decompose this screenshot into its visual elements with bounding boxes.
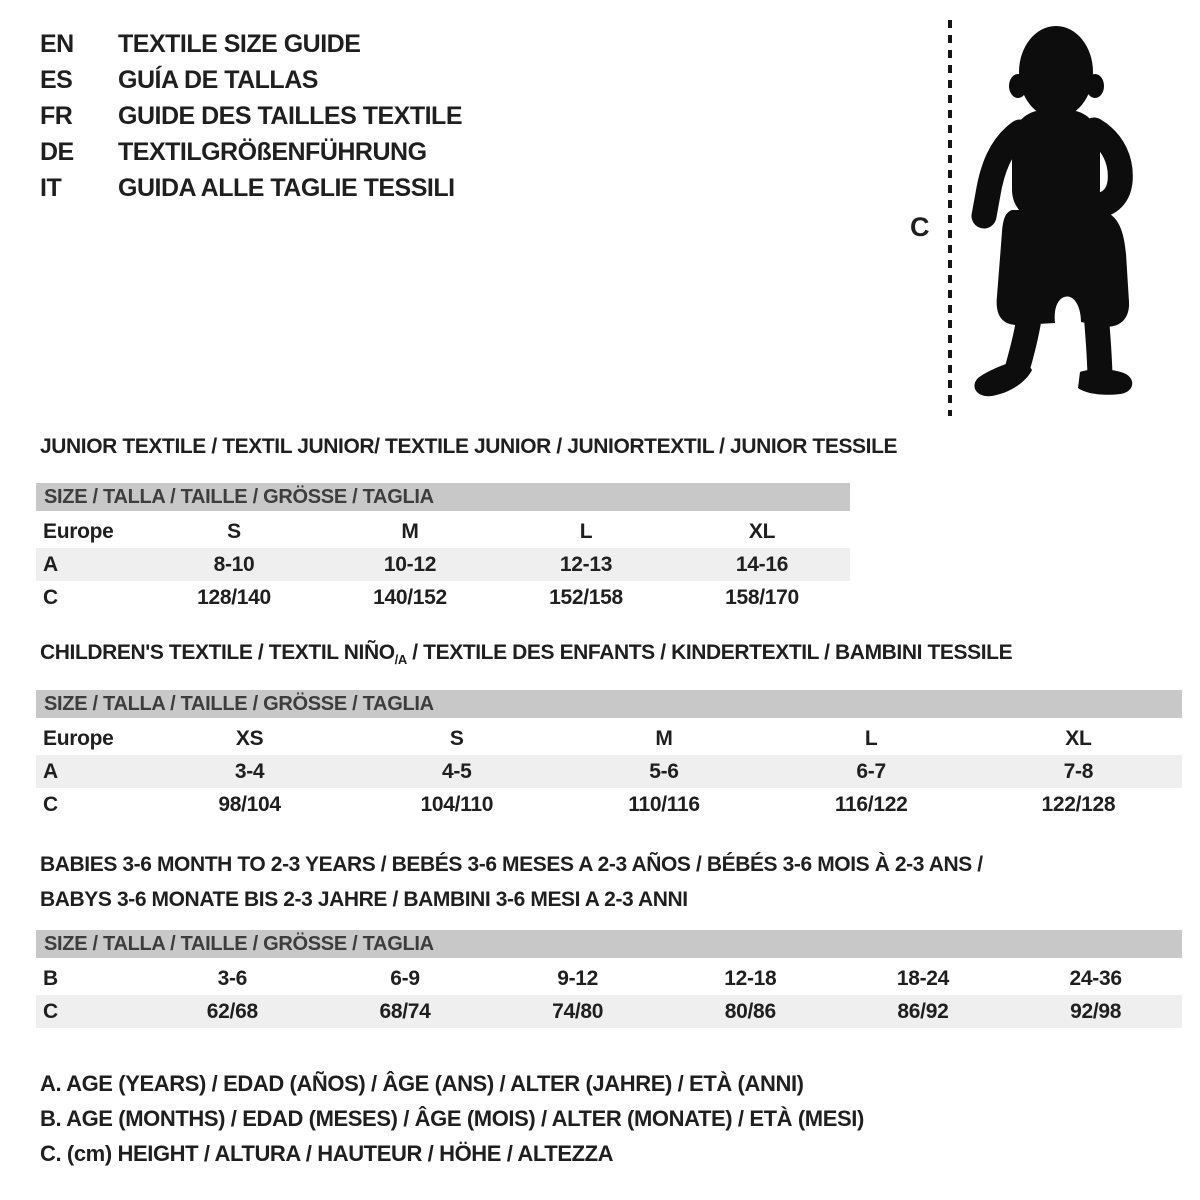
size-value: 122/128 — [1041, 792, 1116, 816]
babies-title-line1: BABIES 3-6 MONTH TO 2-3 YEARS / BEBÉS 3-6 MESES A 2-3 AÑOS / BÉBÉS 3-6 MOIS À 2-3 ANS / — [40, 853, 983, 876]
table-size-header: SIZE / TALLA / TAILLE / GRÖSSE / TAGLIA — [36, 690, 1182, 718]
row-label: C — [43, 792, 58, 816]
size-value: 3-6 — [217, 966, 248, 990]
children-title-post: / TEXTILE DES ENFANTS / KINDERTEXTIL / BAMBINI TESSILE — [406, 641, 1013, 664]
language-label: TEXTILGRÖßENFÜHRUNG — [118, 137, 427, 166]
row-label: B — [43, 966, 58, 990]
row-label: Europe — [43, 726, 114, 750]
junior-section-title: JUNIOR TEXTILE / TEXTIL JUNIOR/ TEXTILE JUNIOR / JUNIORTEXTIL / JUNIOR TESSILE — [40, 435, 898, 458]
size-value: M — [401, 519, 419, 543]
size-value: 8-10 — [213, 552, 255, 576]
babies-section-title — [40, 847, 983, 917]
size-value: XL — [1065, 726, 1092, 750]
size-value: 18-24 — [896, 966, 950, 990]
size-value: 104/110 — [420, 792, 494, 816]
size-value: 62/68 — [206, 999, 258, 1023]
language-code: ES — [40, 65, 73, 94]
size-value: 152/158 — [549, 585, 623, 609]
legend-note-c: C. (cm) HEIGHT / ALTURA / HAUTEUR / HÖHE / ALTEZZA — [40, 1141, 614, 1166]
language-row — [40, 170, 462, 206]
table-row — [36, 788, 1182, 821]
junior-size-table — [36, 483, 850, 614]
size-value: 86/92 — [897, 999, 949, 1023]
size-value: S — [449, 726, 464, 750]
language-label: GUÍA DE TALLAS — [118, 65, 318, 94]
legend-note-b: B. AGE (MONTHS) / EDAD (MESES) / ÂGE (MOIS) / ALTER (MONATE) / ETÀ (MESI) — [40, 1106, 864, 1131]
children-title-pre: CHILDREN'S TEXTILE / TEXTIL NIÑO — [40, 641, 395, 664]
children-size-table — [36, 690, 1182, 821]
language-code: IT — [40, 173, 62, 202]
legend-note-a: A. AGE (YEARS) / EDAD (AÑOS) / ÂGE (ANS) / ALTER (JAHRE) / ETÀ (ANNI) — [40, 1071, 804, 1096]
size-value: 92/98 — [1070, 999, 1122, 1023]
size-value: 158/170 — [725, 585, 799, 609]
row-label: A — [43, 759, 58, 783]
table-row — [36, 962, 1182, 995]
table-size-header: SIZE / TALLA / TAILLE / GRÖSSE / TAGLIA — [36, 930, 1182, 958]
row-label: A — [43, 552, 58, 576]
legend — [40, 1066, 864, 1171]
size-value: 6-7 — [856, 759, 886, 783]
language-list — [40, 26, 462, 206]
babies-title-line2: BABYS 3-6 MONATE BIS 2-3 JAHRE / BAMBINI 3-6 MESI A 2-3 ANNI — [40, 888, 688, 911]
height-measure-dashed-line — [948, 20, 952, 416]
height-measure-label: C — [910, 212, 930, 242]
size-value: XS — [235, 726, 264, 750]
language-row — [40, 98, 462, 134]
size-value: 110/116 — [628, 792, 700, 816]
babies-size-table — [36, 930, 1182, 1028]
size-value: 24-36 — [1069, 966, 1122, 990]
children-section-title — [40, 641, 1012, 667]
size-value: 98/104 — [218, 792, 281, 816]
row-label: C — [43, 999, 58, 1023]
size-value: 10-12 — [383, 552, 437, 576]
children-title-sub: /A — [394, 652, 407, 668]
language-label: TEXTILE SIZE GUIDE — [118, 29, 361, 58]
size-value: 116/122 — [834, 792, 908, 816]
table-row — [36, 548, 850, 581]
size-value: 4-5 — [442, 759, 472, 783]
table-row — [36, 755, 1182, 788]
table-row — [36, 515, 850, 548]
row-label: C — [43, 585, 58, 609]
table-size-header: SIZE / TALLA / TAILLE / GRÖSSE / TAGLIA — [36, 483, 850, 511]
language-label: GUIDA ALLE TAGLIE TESSILI — [118, 173, 455, 202]
size-value: 9-12 — [557, 966, 599, 990]
size-value: 74/80 — [552, 999, 604, 1023]
language-row — [40, 26, 462, 62]
size-value: M — [655, 726, 673, 750]
size-value: 128/140 — [197, 585, 271, 609]
table-row — [36, 722, 1182, 755]
size-value: S — [227, 519, 241, 543]
size-value: L — [579, 519, 593, 543]
size-value: 7-8 — [1063, 759, 1094, 783]
size-value: XL — [748, 519, 776, 543]
language-code: FR — [40, 101, 73, 130]
size-value: 140/152 — [373, 585, 447, 609]
size-value: 14-16 — [735, 552, 789, 576]
size-value: 12-18 — [724, 966, 777, 990]
baby-silhouette-icon — [968, 14, 1136, 420]
language-label: GUIDE DES TAILLES TEXTILE — [118, 101, 463, 130]
size-value: 68/74 — [379, 999, 431, 1023]
size-value: 80/86 — [724, 999, 776, 1023]
language-code: DE — [40, 137, 74, 166]
language-code: EN — [40, 29, 74, 58]
row-label: Europe — [43, 519, 114, 543]
language-row — [40, 62, 462, 98]
size-value: 5-6 — [649, 759, 679, 783]
size-value: 3-4 — [234, 759, 265, 783]
table-row — [36, 995, 1182, 1028]
size-value: L — [864, 726, 878, 750]
language-row — [40, 134, 462, 170]
table-row — [36, 581, 850, 614]
size-value: 12-13 — [559, 552, 613, 576]
size-value: 6-9 — [390, 966, 420, 990]
